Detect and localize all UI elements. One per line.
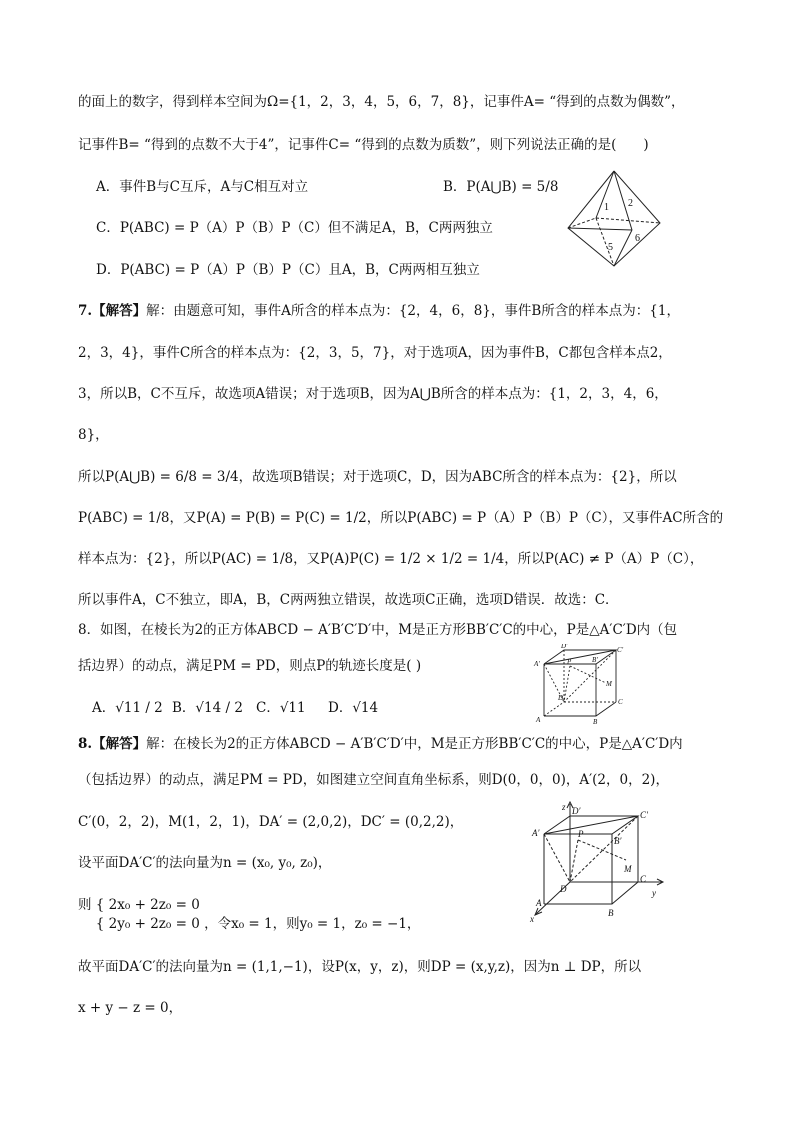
answer7-line8: 所以事件A，C不独立，即A，B，C两两独立错误，故选项C正确，选项D错误．故选：C． (78, 592, 619, 608)
q8-option-b: B．√14 / 2 (172, 700, 243, 716)
cube-q-label-d-prime: D′ (561, 644, 568, 650)
cube-q-label-b-prime: B′ (592, 656, 598, 664)
cube-q-label-d: D (558, 694, 564, 702)
answer8-line2: （包括边界）的动点，满足PM = PD，如图建立空间直角坐标系，则D(0，0，0)，A′(2，0，2)， (78, 772, 669, 788)
cube-a-label-d: D (560, 884, 567, 894)
cube-a-label-p: P (578, 829, 584, 839)
cube-figure-question (530, 644, 624, 726)
answer7-label: 7.【解答】 (78, 303, 147, 319)
answer7-line4: 8}， (78, 427, 109, 443)
q8-option-c: C．√11 (256, 700, 306, 716)
cube-a-label-m: M (624, 864, 632, 874)
cube-a-label-d-prime: D′ (572, 806, 581, 816)
octa-label-6: 6 (635, 233, 640, 244)
answer8-line5a: 则 { 2x₀ + 2z₀ = 0 (78, 897, 200, 913)
answer8-line1-text: 解：在棱长为2的正方体ABCD − A′B′C′D′中，M是正方形BB′C′C的中心，P是△A′C′D内 (146, 736, 683, 752)
answer7-line1-text: 解：由题意可知，事件A所含的样本点为：{2，4，6，8}，事件B所含的样本点为：{1， (146, 303, 680, 319)
cube-a-label-b-prime: B′ (614, 836, 622, 846)
answer7-line2: 2，3，4}，事件C所含的样本点为：{2，3，5，7}，对于选项A，因为事件B，C都包含样本点2， (78, 345, 672, 361)
question8-line2: 括边界）的动点，满足PM = PD，则点P的轨迹长度是( ) (78, 658, 422, 674)
cube-a-label-x: x (530, 914, 534, 924)
cube-q-label-m: M (606, 680, 612, 688)
cube-figure-coordinates (526, 800, 666, 924)
option-d: D．P(ABC) = P（A）P（B）P（C）且A，B，C两两相互独立 (96, 262, 480, 278)
answer8-line1 (78, 734, 683, 754)
octahedron-figure (562, 168, 666, 270)
cube-a-label-y: y (652, 888, 656, 898)
octa-label-1: 1 (604, 202, 609, 213)
cube-a-label-c: C (640, 874, 647, 884)
cube-a-label-a: A (536, 898, 542, 908)
answer8-line7: x + y − z = 0， (78, 1000, 183, 1016)
answer8-line5b: { 2y₀ + 2z₀ = 0 ，令x₀ = 1，则y₀ = 1，z₀ = −1， (78, 916, 421, 932)
question7-text-line1: 的面上的数字，得到样本空间为Ω={1，2，3，4，5，6，7，8}，记事件A= “得到的点数为偶数”， (78, 94, 685, 110)
question7-text-line2: 记事件B= “得到的点数不大于4”，记事件C= “得到的点数为质数”，则下列说法正确的是( ) (78, 137, 649, 153)
answer7-line3: 3，所以B，C不互斥，故选项A错误；对于选项B，因为A⋃B所含的样本点为：{1，2，3，4，6， (78, 386, 668, 402)
option-a: A．事件B与C互斥，A与C相互对立 (96, 179, 309, 195)
answer7-line1 (78, 301, 680, 321)
cube-q-label-a: A (536, 716, 541, 724)
answer8-line3: C′(0，2，2)，M(1，2，1)，DA′ = (2,0,2)，DC′ = (0,2,2)， (78, 814, 464, 830)
q8-option-d: D．√14 (328, 700, 379, 716)
octa-label-5: 5 (608, 242, 613, 253)
cube-q-label-a-prime: A′ (534, 660, 540, 668)
cube-a-label-b: B (608, 908, 614, 918)
answer8-label: 8.【解答】 (78, 736, 147, 752)
option-c: C．P(ABC) = P（A）P（B）P（C）但不满足A，B，C两两独立 (96, 220, 493, 236)
answer7-line6: P(ABC) = 1/8，又P(A) = P(B) = P(C) = 1/2，所以P(ABC) = P（A）P（B）P（C），又事件AC所含的 (78, 510, 724, 526)
q8-option-a: A．√11 / 2 (92, 700, 163, 716)
cube-q-label-b: B (593, 718, 598, 726)
answer7-line5: 所以P(A⋃B) = 6/8 = 3/4，故选项B错误；对于选项C，D，因为ABC所含的样本点为：{2}，所以 (78, 469, 677, 485)
question8-line1: 8．如图，在棱长为2的正方体ABCD − A′B′C′D′中，M是正方形BB′C′C的中心，P是△A′C′D内（包 (78, 622, 678, 638)
cube-q-label-c: C (618, 698, 623, 706)
cube-a-label-z: z (562, 802, 566, 812)
cube-q-label-c-prime: C′ (617, 646, 624, 654)
answer8-line4: 设平面DA′C′的法向量为n = (x₀, y₀, z₀)， (78, 855, 332, 871)
cube-a-label-a-prime: A′ (532, 828, 540, 838)
cube-a-label-c-prime: C′ (640, 810, 648, 820)
cube-q-label-p: P (567, 658, 572, 666)
option-b: B．P(A⋃B) = 5/8 (443, 179, 559, 195)
answer8-line6: 故平面DA′C′的法向量为n = (1,1,−1)，设P(x，y，z)，则DP = (x,y,z)，因为n ⊥ DP，所以 (78, 959, 642, 975)
octa-label-2: 2 (628, 198, 633, 209)
answer7-line7: 样本点为：{2}，所以P(AC) = 1/8，又P(A)P(C) = 1/2 × 1/2 = 1/4，所以P(AC) ≠ P（A）P（C）， (78, 551, 704, 567)
